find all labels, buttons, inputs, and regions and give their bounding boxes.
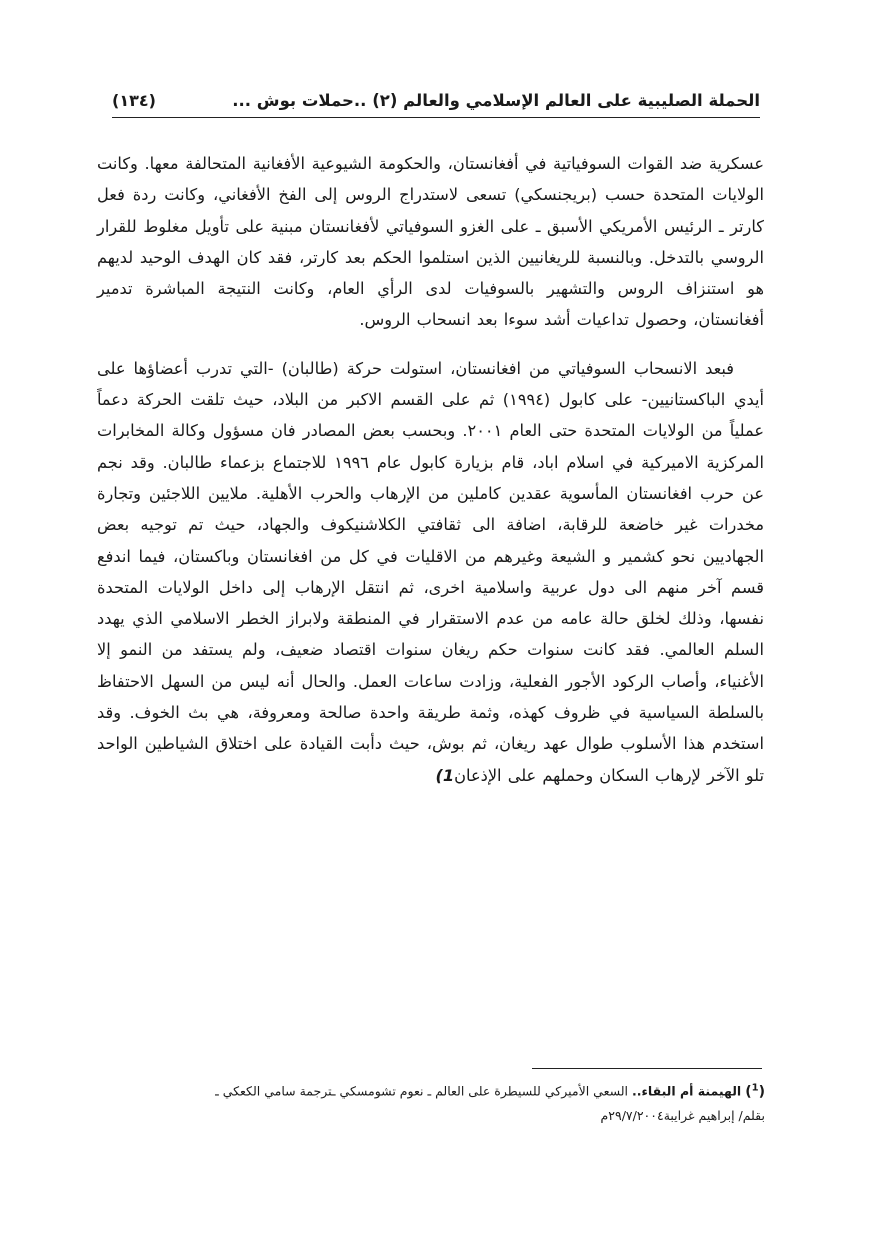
paragraph xyxy=(97,148,764,336)
paragraph-2-text: فبعد الانسحاب السوفياتي من افغانستان، استولت حركة (طالبان) -التي تدرب أعضاؤها على أيدي الباكستانيين- على كابول (١٩٩٤) ثم على القسم الاكبر من البلاد، حيث تلقت الحركة دعماً عملياً من الولايات المتحدة حتى العام ٢٠٠١. وبحسب بعض المصادر فان مسؤول وكالة المخابرات المركزية الاميركية في اسلام اباد، قام بزيارة كابول عام ١٩٩٦ للاجتماع بزعماء طالبان. وقد نجم عن حرب افغانستان المأسوية عقدين كاملين من الإرهاب والحرب الأهلية. ملايين اللاجئين وتجارة مخدرات غير خاضعة للرقابة، اضافة الى ثقافتي الكلاشنيكوف والجهاد، حيث تم توجيه بعض الجهاديين نحو كشمير و الشيعة وغيرهم من الاقليات في كل من افغانستان وباكستان، فيما اندفع قسم آخر منهم الى دول عربية واسلامية اخرى، ثم انتقل الإرهاب إلى داخل الولايات المتحدة نفسها، وذلك لخلق حالة عامه من عدم الاستقرار في المنطقة ولابراز الخطر الاسلامي الذي يهدد السلم العالمي. فقد كانت سنوات حكم ريغان سنوات اقتصاد ضعيف، ولم يستفد من النمو إلا الأغنياء، وأصاب الركود الأجور الفعلية، وزادت ساعات العمل. والحال أنه ليس من السهل الاحتفاظ بالسلطة السياسية في ظروف كهذه، وثمة طريقة واحدة صالحة ومعروفة، هي بث الخوف. وقد استخدم هذا الأسلوب طوال عهد ريغان، ثم بوش، حيث دأبت القيادة على اختلاق الشياطين الواحد تلو الآخر لإرهاب السكان وحملهم على الإذعان xyxy=(97,358,764,785)
footnote-marker: 1) xyxy=(435,765,455,785)
footnote-ref-number: 1 xyxy=(751,1082,759,1093)
footnote xyxy=(110,1076,765,1128)
footnote-line-1 xyxy=(110,1076,765,1104)
footnote-book-title: الهيمنة أم البقاء.. xyxy=(632,1083,742,1099)
footnote-ref-open: ( xyxy=(758,1083,765,1100)
paragraph-1-text: عسكرية ضد القوات السوفياتية في أفغانستان، والحكومة الشيوعية الأفغانية المتحالفة معها. وكانت الولايات المتحدة حسب (بريجنسكي) تسعى لاستدراج الروس إلى الفخ الأفغاني، وكانت ردة فعل كارتر ـ الرئيس الأمريكي الأسبق ـ على الغزو السوفياتي لأفغانستان مبنية على تأويل مغلوط للقرار الروسي بالتدخل. وبالنسبة للريغانيين الذين استلموا الحكم بعد كارتر، فقد كان الهدف الوحيد لديهم هو استنزاف الروس والتشهير بالسوفيات لدى الرأي العام، وكانت النتيجة المباشرة تدمير أفغانستان، وحصول تداعيات أشد سوءا بعد انسحاب الروس. xyxy=(97,154,764,330)
footnote-separator xyxy=(532,1068,762,1069)
footnote-line-2: بقلم/ إبراهيم غرايبة٢٩/٧/٢٠٠٤م xyxy=(600,1107,765,1123)
header-title: الحملة الصليبية على العالم الإسلامي والعالم (٢) ..حملات بوش ... xyxy=(232,91,760,110)
body-text xyxy=(97,148,764,791)
paragraph xyxy=(97,353,764,791)
footnote-reference xyxy=(745,1084,765,1100)
running-header xyxy=(112,86,760,118)
footnote-citation: السعي الأميركي للسيطرة على العالم ـ نعوم تشومسكي ـترجمة سامي الكعكي ـ xyxy=(215,1083,632,1099)
page-number: (١٣٤) xyxy=(112,91,156,110)
footnote-ref-close: ) xyxy=(745,1083,752,1100)
